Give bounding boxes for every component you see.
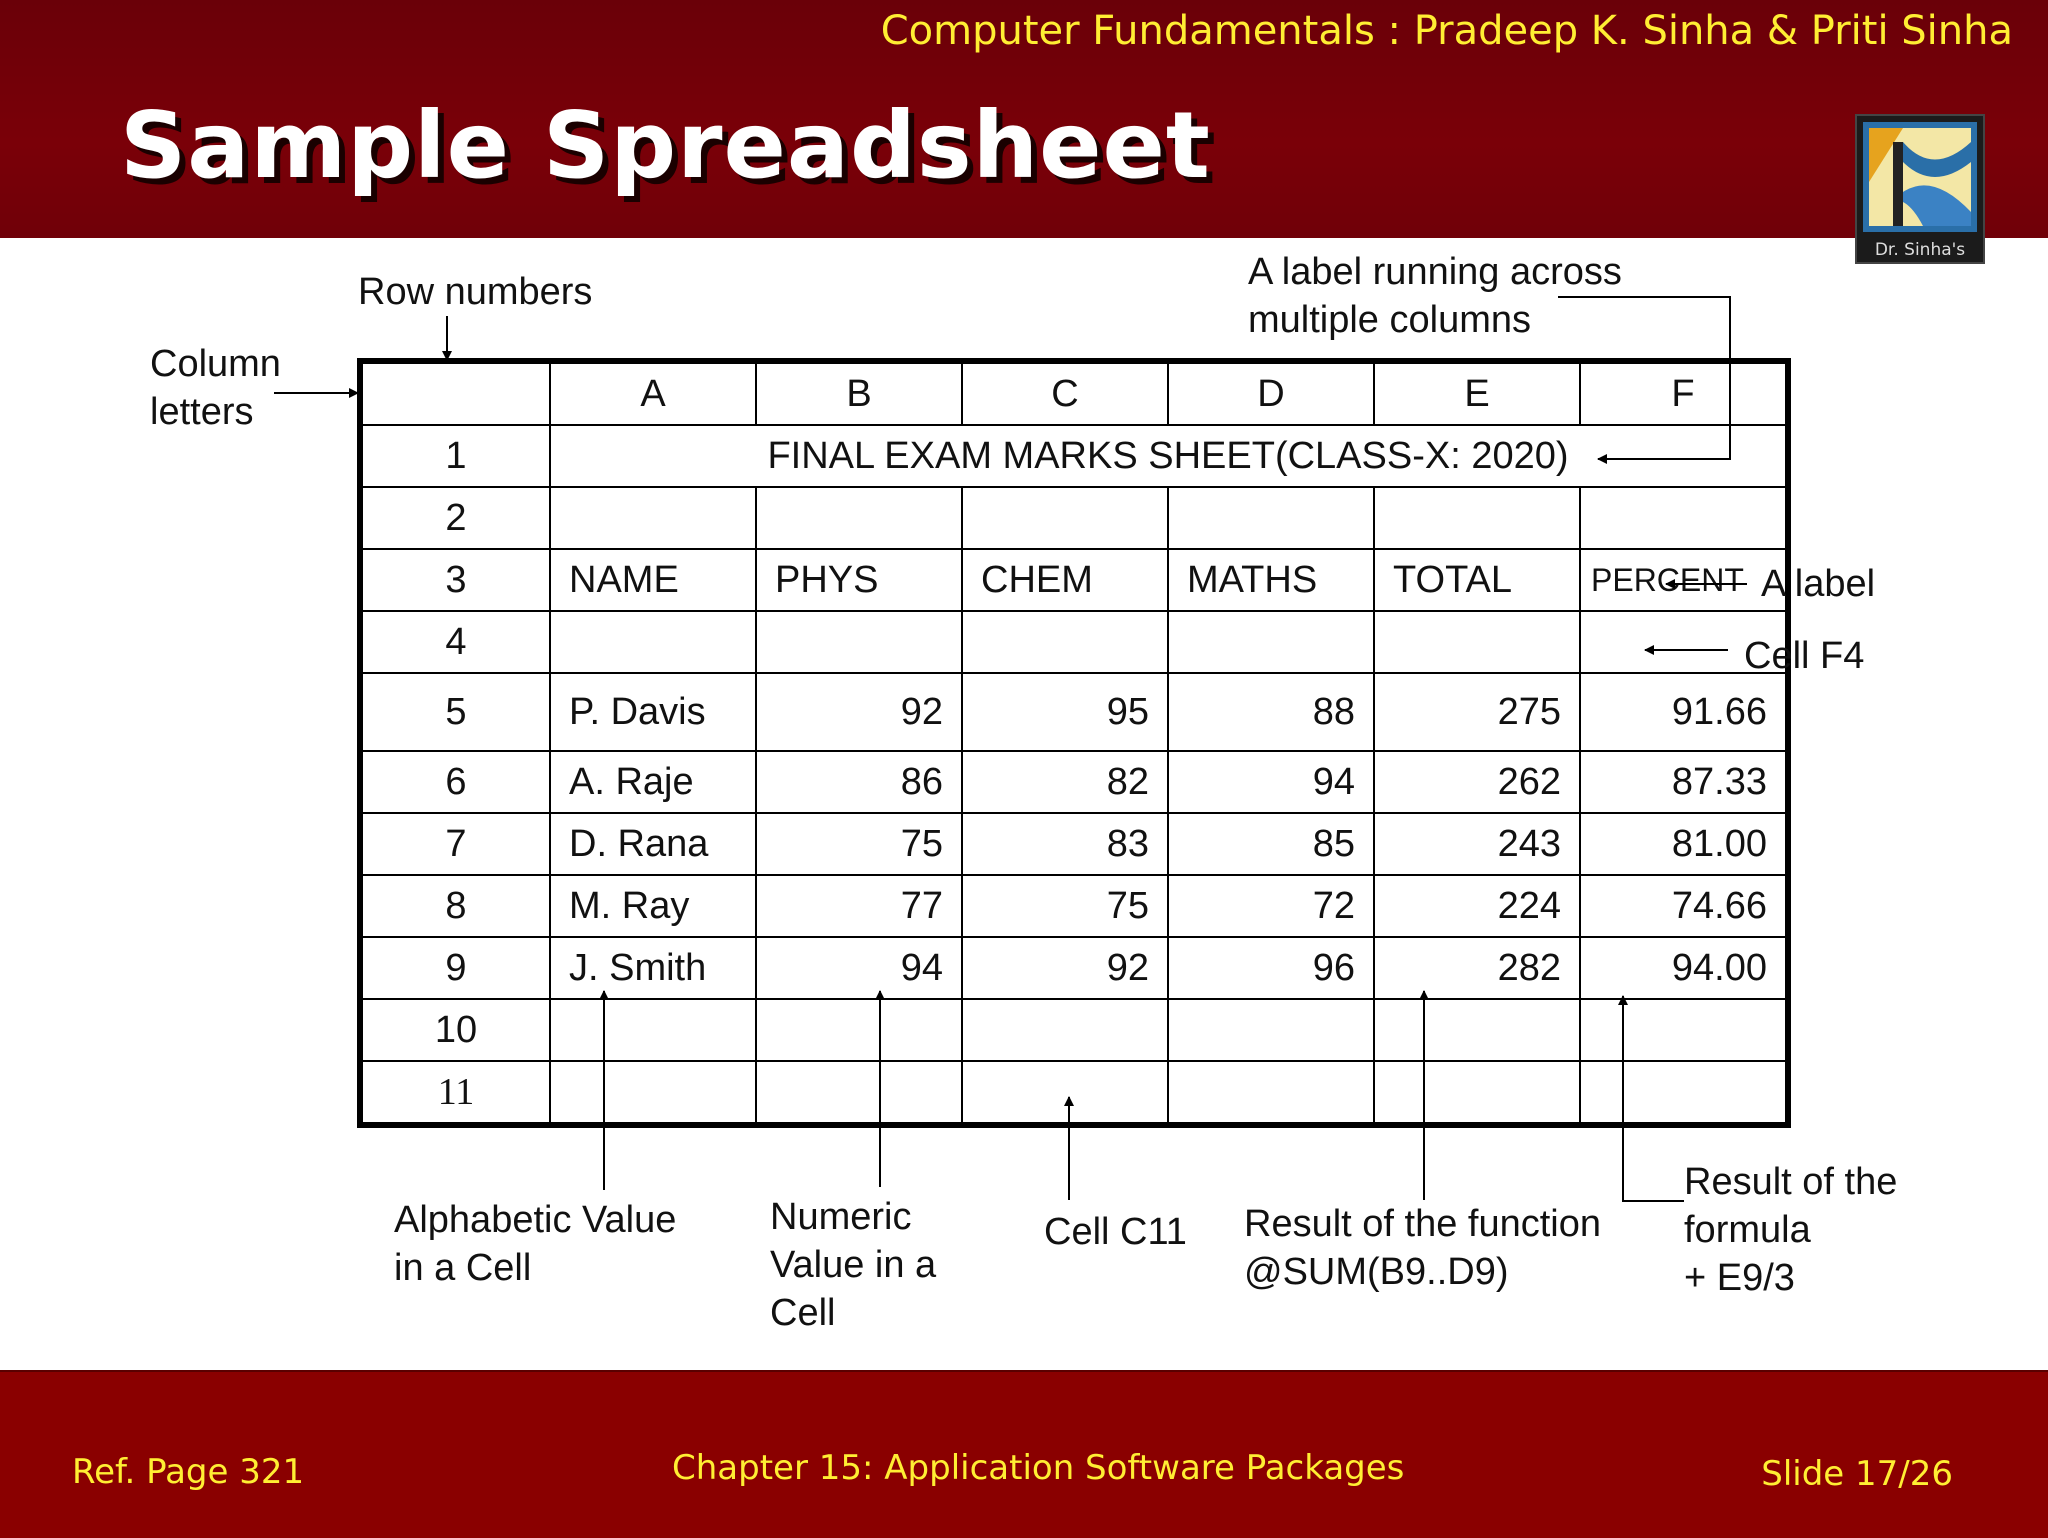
annotation-formula-3: + E9/3: [1684, 1257, 1795, 1299]
row-number: 9: [360, 937, 550, 999]
annotation-function-2: @SUM(B9..D9): [1244, 1251, 1509, 1293]
value-cell: 88: [1168, 673, 1374, 751]
arrow-formula: [1623, 996, 1684, 1201]
header-cell: TOTAL: [1374, 549, 1580, 611]
name-cell: D. Rana: [550, 813, 756, 875]
name-cell: A. Raje: [550, 751, 756, 813]
column-letter: C: [962, 361, 1168, 425]
value-cell: 224: [1374, 875, 1580, 937]
row-number: 5: [360, 673, 550, 751]
logo-text: Dr. Sinha's: [1874, 240, 1966, 260]
annotation-row-numbers: Row numbers: [358, 271, 593, 313]
annotation-formula-2: formula: [1684, 1209, 1811, 1251]
name-cell: J. Smith: [550, 937, 756, 999]
arrow-label-across: [1558, 297, 1730, 459]
value-cell: 82: [962, 751, 1168, 813]
value-cell: 87.33: [1580, 751, 1788, 813]
annotation-label-across-1: A label running across: [1248, 251, 1622, 293]
annotation-numeric-3: Cell: [770, 1292, 836, 1334]
value-cell: 262: [1374, 751, 1580, 813]
value-cell: 282: [1374, 937, 1580, 999]
annotation-label-across-2: multiple columns: [1248, 299, 1531, 341]
ref-page: Ref. Page 321: [72, 1452, 305, 1492]
header-cell: PHYS: [756, 549, 962, 611]
value-cell: 86: [756, 751, 962, 813]
chapter-title: Chapter 15: Application Software Packages: [672, 1448, 1405, 1488]
annotation-alpha-1: Alphabetic Value: [394, 1199, 677, 1241]
value-cell: 74.66: [1580, 875, 1788, 937]
value-cell: 94: [756, 937, 962, 999]
annotation-function-1: Result of the function: [1244, 1203, 1601, 1245]
slide-footer: [0, 1370, 2048, 1538]
annotation-formula-1: Result of the: [1684, 1161, 1898, 1203]
annotation-column-letters-1: Column: [150, 343, 281, 385]
annotation-cell-c11: Cell C11: [1044, 1211, 1187, 1253]
column-letter: F: [1580, 361, 1788, 425]
row-number: 2: [360, 487, 550, 549]
value-cell: 75: [756, 813, 962, 875]
annotation-a-label: A label: [1761, 563, 1876, 605]
value-cell: 72: [1168, 875, 1374, 937]
value-cell: 275: [1374, 673, 1580, 751]
header-cell: PERCENT: [1580, 549, 1788, 611]
value-cell: 91.66: [1580, 673, 1788, 751]
row-number: 3: [360, 549, 550, 611]
value-cell: 95: [962, 673, 1168, 751]
annotation-column-letters-2: letters: [150, 391, 254, 433]
value-cell: 92: [962, 937, 1168, 999]
row-number: 10: [360, 999, 550, 1061]
value-cell: 77: [756, 875, 962, 937]
value-cell: 94.00: [1580, 937, 1788, 999]
annotation-numeric-1: Numeric: [770, 1196, 912, 1238]
row-number: 1: [360, 425, 550, 487]
annotation-alpha-2: in a Cell: [394, 1247, 532, 1289]
header-cell: CHEM: [962, 549, 1168, 611]
value-cell: 243: [1374, 813, 1580, 875]
name-cell: M. Ray: [550, 875, 756, 937]
header-cell: MATHS: [1168, 549, 1374, 611]
value-cell: 81.00: [1580, 813, 1788, 875]
row-number: 6: [360, 751, 550, 813]
value-cell: 94: [1168, 751, 1374, 813]
row-number: 11: [360, 1061, 550, 1125]
value-cell: 75: [962, 875, 1168, 937]
column-letter: B: [756, 361, 962, 425]
row-number: 8: [360, 875, 550, 937]
annotation-cell-f4: Cell F4: [1744, 635, 1865, 677]
sheet-title-cell: FINAL EXAM MARKS SHEET(CLASS-X: 2020): [550, 425, 1788, 487]
slide-number: Slide 17/26: [1761, 1454, 1953, 1494]
value-cell: 83: [962, 813, 1168, 875]
row-number: 4: [360, 611, 550, 673]
column-letter: D: [1168, 361, 1374, 425]
value-cell: 85: [1168, 813, 1374, 875]
annotation-numeric-2: Value in a: [770, 1244, 937, 1286]
value-cell: 96: [1168, 937, 1374, 999]
book-title: Computer Fundamentals : Pradeep K. Sinha & Priti Sinha: [880, 8, 2013, 54]
slide-title: Sample Spreadsheet: [120, 92, 1211, 199]
column-letter: E: [1374, 361, 1580, 425]
name-cell: P. Davis: [550, 673, 756, 751]
header-cell: NAME: [550, 549, 756, 611]
value-cell: 92: [756, 673, 962, 751]
row-number: 7: [360, 813, 550, 875]
column-letter: A: [550, 361, 756, 425]
